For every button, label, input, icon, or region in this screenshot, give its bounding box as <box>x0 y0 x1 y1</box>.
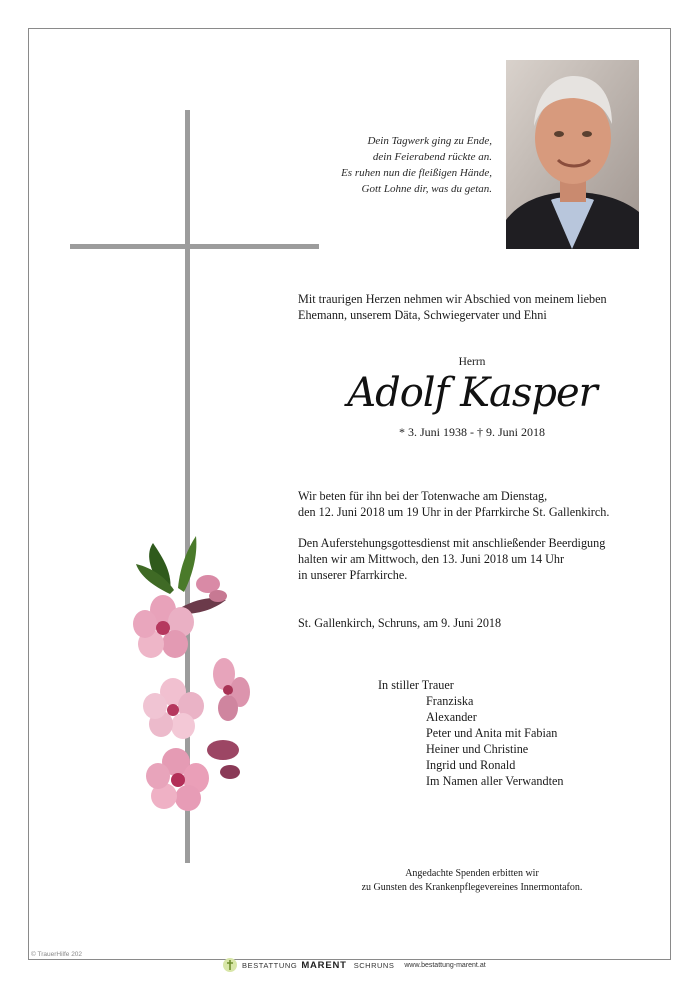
poem-line: dein Feierabend rückte an. <box>372 151 492 163</box>
wake-line: den 12. Juni 2018 um 19 Uhr in der Pfarrkirche St. Gallenkirch. <box>298 505 610 519</box>
poem-line: Es ruhen nun die fleißigen Hände, <box>341 167 492 179</box>
intro-line: Mit traurigen Herzen nehmen wir Abschied von meinem lieben <box>298 292 607 306</box>
wake-notice <box>298 488 668 520</box>
donation-note <box>298 867 646 895</box>
poem-line: Gott Lohne dir, was du getan. <box>361 183 492 195</box>
mourner-name: Franziska <box>426 694 474 708</box>
wake-line: Wir beten für ihn bei der Totenwache am Dienstag, <box>298 489 548 503</box>
memorial-poem <box>300 133 492 197</box>
funeral-notice <box>298 535 668 583</box>
donation-line: zu Gunsten des Krankenpflegevereines Innermontafon. <box>361 882 583 893</box>
intro-text <box>298 291 658 323</box>
funeral-line: halten wir am Mittwoch, den 13. Juni 2018 um 14 Uhr <box>298 552 565 566</box>
copyright-notice: © TrauerHilfe 202 <box>31 951 83 958</box>
funeral-home-footer <box>222 956 486 974</box>
intro-line: Ehemann, unserem Däta, Schwiegervater und Ehni <box>298 308 547 322</box>
mourner-name: Ingrid und Ronald <box>426 758 516 772</box>
mourners-list <box>426 693 564 789</box>
poem-line: Dein Tagwerk ging zu Ende, <box>367 135 492 147</box>
deceased-name: Adolf Kasper <box>347 370 597 416</box>
footer-bestattung: BESTATTUNG <box>242 960 298 970</box>
donation-line: Angedachte Spenden erbitten wir <box>405 868 539 879</box>
blossom-branch-illustration <box>118 528 268 828</box>
funeral-line: Den Auferstehungsgottesdienst mit anschließender Beerdigung <box>298 536 606 550</box>
cross-horizontal-beam <box>70 244 319 249</box>
life-dates: * 3. Juni 1938 - † 9. Juni 2018 <box>398 425 545 439</box>
mourner-name: Im Namen aller Verwandten <box>426 774 564 788</box>
funeral-home-logo-icon <box>222 957 238 973</box>
mourner-name: Alexander <box>426 710 477 724</box>
place-and-date: St. Gallenkirch, Schruns, am 9. Juni 2018 <box>298 616 502 630</box>
portrait-photo <box>506 60 639 249</box>
funeral-line: in unserer Pfarrkirche. <box>298 568 408 582</box>
salutation: Herrn <box>458 356 486 368</box>
footer-marent: MARENT <box>301 959 347 971</box>
footer-schruns: SCHRUNS <box>353 960 395 970</box>
mourner-name: Peter und Anita mit Fabian <box>426 726 558 740</box>
mourning-heading: In stiller Trauer <box>378 678 454 692</box>
mourner-name: Heiner und Christine <box>426 742 529 756</box>
footer-website-link[interactable]: www.bestattung-marent.at <box>404 961 486 969</box>
